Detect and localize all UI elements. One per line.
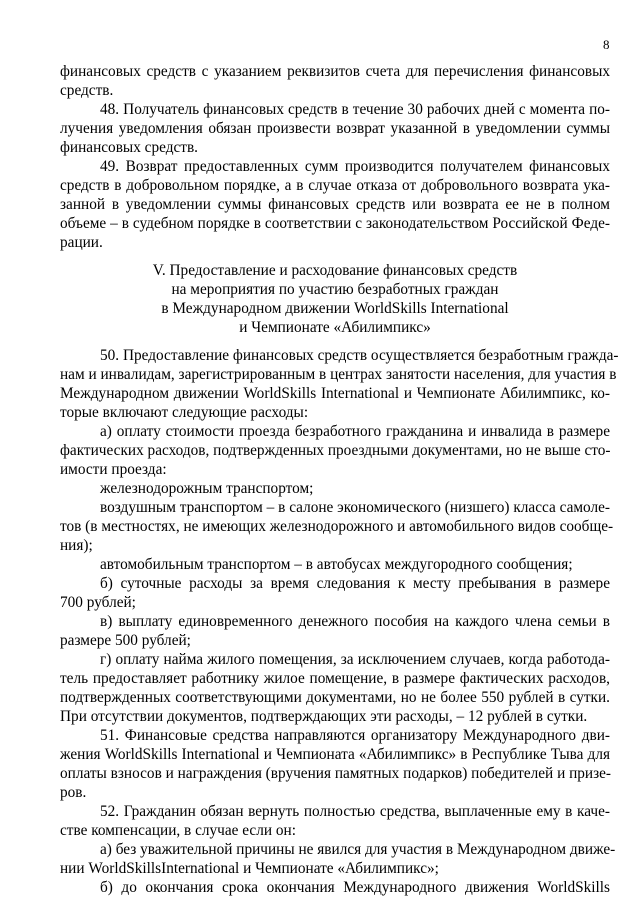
- section-heading-line: в Международном движении WorldSkills International: [161, 300, 509, 317]
- text-line: рации.: [60, 234, 103, 251]
- text-line: а) без уважительной причины не явился для участия в Международном движе-: [100, 841, 616, 858]
- text-line: нии WorldSkillsInternational и Чемпионате «Абилимпикс»;: [60, 860, 439, 877]
- text-line: подтвержденных соответствующими документами, но не более 550 рублей в сутки.: [60, 689, 610, 706]
- text-line: средств в добровольном порядке, а в случае отказа от добровольного возврата ука-: [60, 177, 610, 194]
- section-heading-line: на мероприятия по участию безработных граждан: [171, 281, 499, 298]
- text-line: фактических расходов, подтвержденных проездными документами, но не выше сто-: [60, 442, 611, 459]
- text-line: воздушным транспортом – в салоне экономического (низшего) класса самоле-: [100, 499, 610, 516]
- text-line: При отсутствии документов, подтверждающих эти расходы, – 12 рублей в сутки.: [60, 708, 588, 725]
- text-line: 700 рублей;: [60, 594, 136, 611]
- text-line: оплаты взносов и награждения (вручения памятных подарков) победителей и призе-: [60, 765, 612, 782]
- text-line: б) суточные расходы за время следования к месту пребывания в размере: [100, 575, 610, 592]
- text-line: лучения уведомления обязан произвести возврат указанной в уведомлении суммы: [60, 120, 610, 137]
- text-line: торые включают следующие расходы:: [60, 404, 309, 421]
- text-line: стве компенсации, в случае если он:: [60, 822, 296, 839]
- text-line: а) оплату стоимости проезда безработного гражданина и инвалида в размере: [100, 423, 610, 440]
- text-line: тель предоставляет работнику жилое помещение, в размере фактических расходов,: [60, 670, 610, 687]
- text-line: 51. Финансовые средства направляются организатору Международного дви-: [100, 727, 610, 744]
- text-line: 52. Гражданин обязан вернуть полностью средства, выплаченные ему в каче-: [100, 803, 610, 820]
- text-line: финансовых средств с указанием реквизитов счета для перечисления финансовых: [60, 63, 610, 80]
- text-line: занной в уведомлении суммы финансовых средств или возврата ее не в полном: [60, 196, 610, 213]
- text-line: Международном движении WorldSkills International и Чемпионате Абилимпикс, ко-: [60, 385, 610, 402]
- text-line: 49. Возврат предоставленных сумм производится получателем финансовых: [100, 158, 610, 175]
- text-line: ния);: [60, 537, 93, 554]
- page-number: 8: [603, 37, 610, 52]
- text-line: железнодорожным транспортом;: [100, 480, 314, 497]
- text-line: в) выплату единовременного денежного пособия на каждого члена семьи в: [100, 613, 610, 630]
- text-line: размере 500 рублей;: [60, 632, 191, 649]
- text-line: 48. Получатель финансовых средств в течение 30 рабочих дней с момента по-: [100, 101, 610, 118]
- text-line: средств.: [60, 82, 114, 99]
- text-line: жения WorldSkills International и Чемпионата «Абилимпикс» в Республике Тыва для: [60, 746, 610, 763]
- text-line: тов (в местностях, не имеющих железнодорожного и автомобильного видов сообще-: [60, 518, 614, 535]
- section-heading-line: и Чемпионате «Абилимпикс»: [239, 319, 431, 336]
- text-line: автомобильным транспортом – в автобусах междугородного сообщения;: [100, 556, 573, 573]
- text-line: 50. Предоставление финансовых средств осуществляется безработным гражда-: [100, 347, 619, 364]
- text-line: г) оплату найма жилого помещения, за исключением случаев, когда работода-: [100, 651, 610, 668]
- text-line: объеме – в судебном порядке в соответствии с законодательством Российской Феде-: [60, 215, 610, 232]
- text-line: имости проезда:: [60, 461, 167, 478]
- text-line: нам и инвалидам, зарегистрированным в центрах занятости населения, для участия в: [60, 366, 617, 383]
- text-line: б) до окончания срока окончания Международного движения WorldSkills: [100, 879, 610, 896]
- section-heading-line: V. Предоставление и расходование финансовых средств: [152, 262, 518, 279]
- text-line: ров.: [60, 784, 87, 801]
- text-line: финансовых средств.: [60, 139, 199, 156]
